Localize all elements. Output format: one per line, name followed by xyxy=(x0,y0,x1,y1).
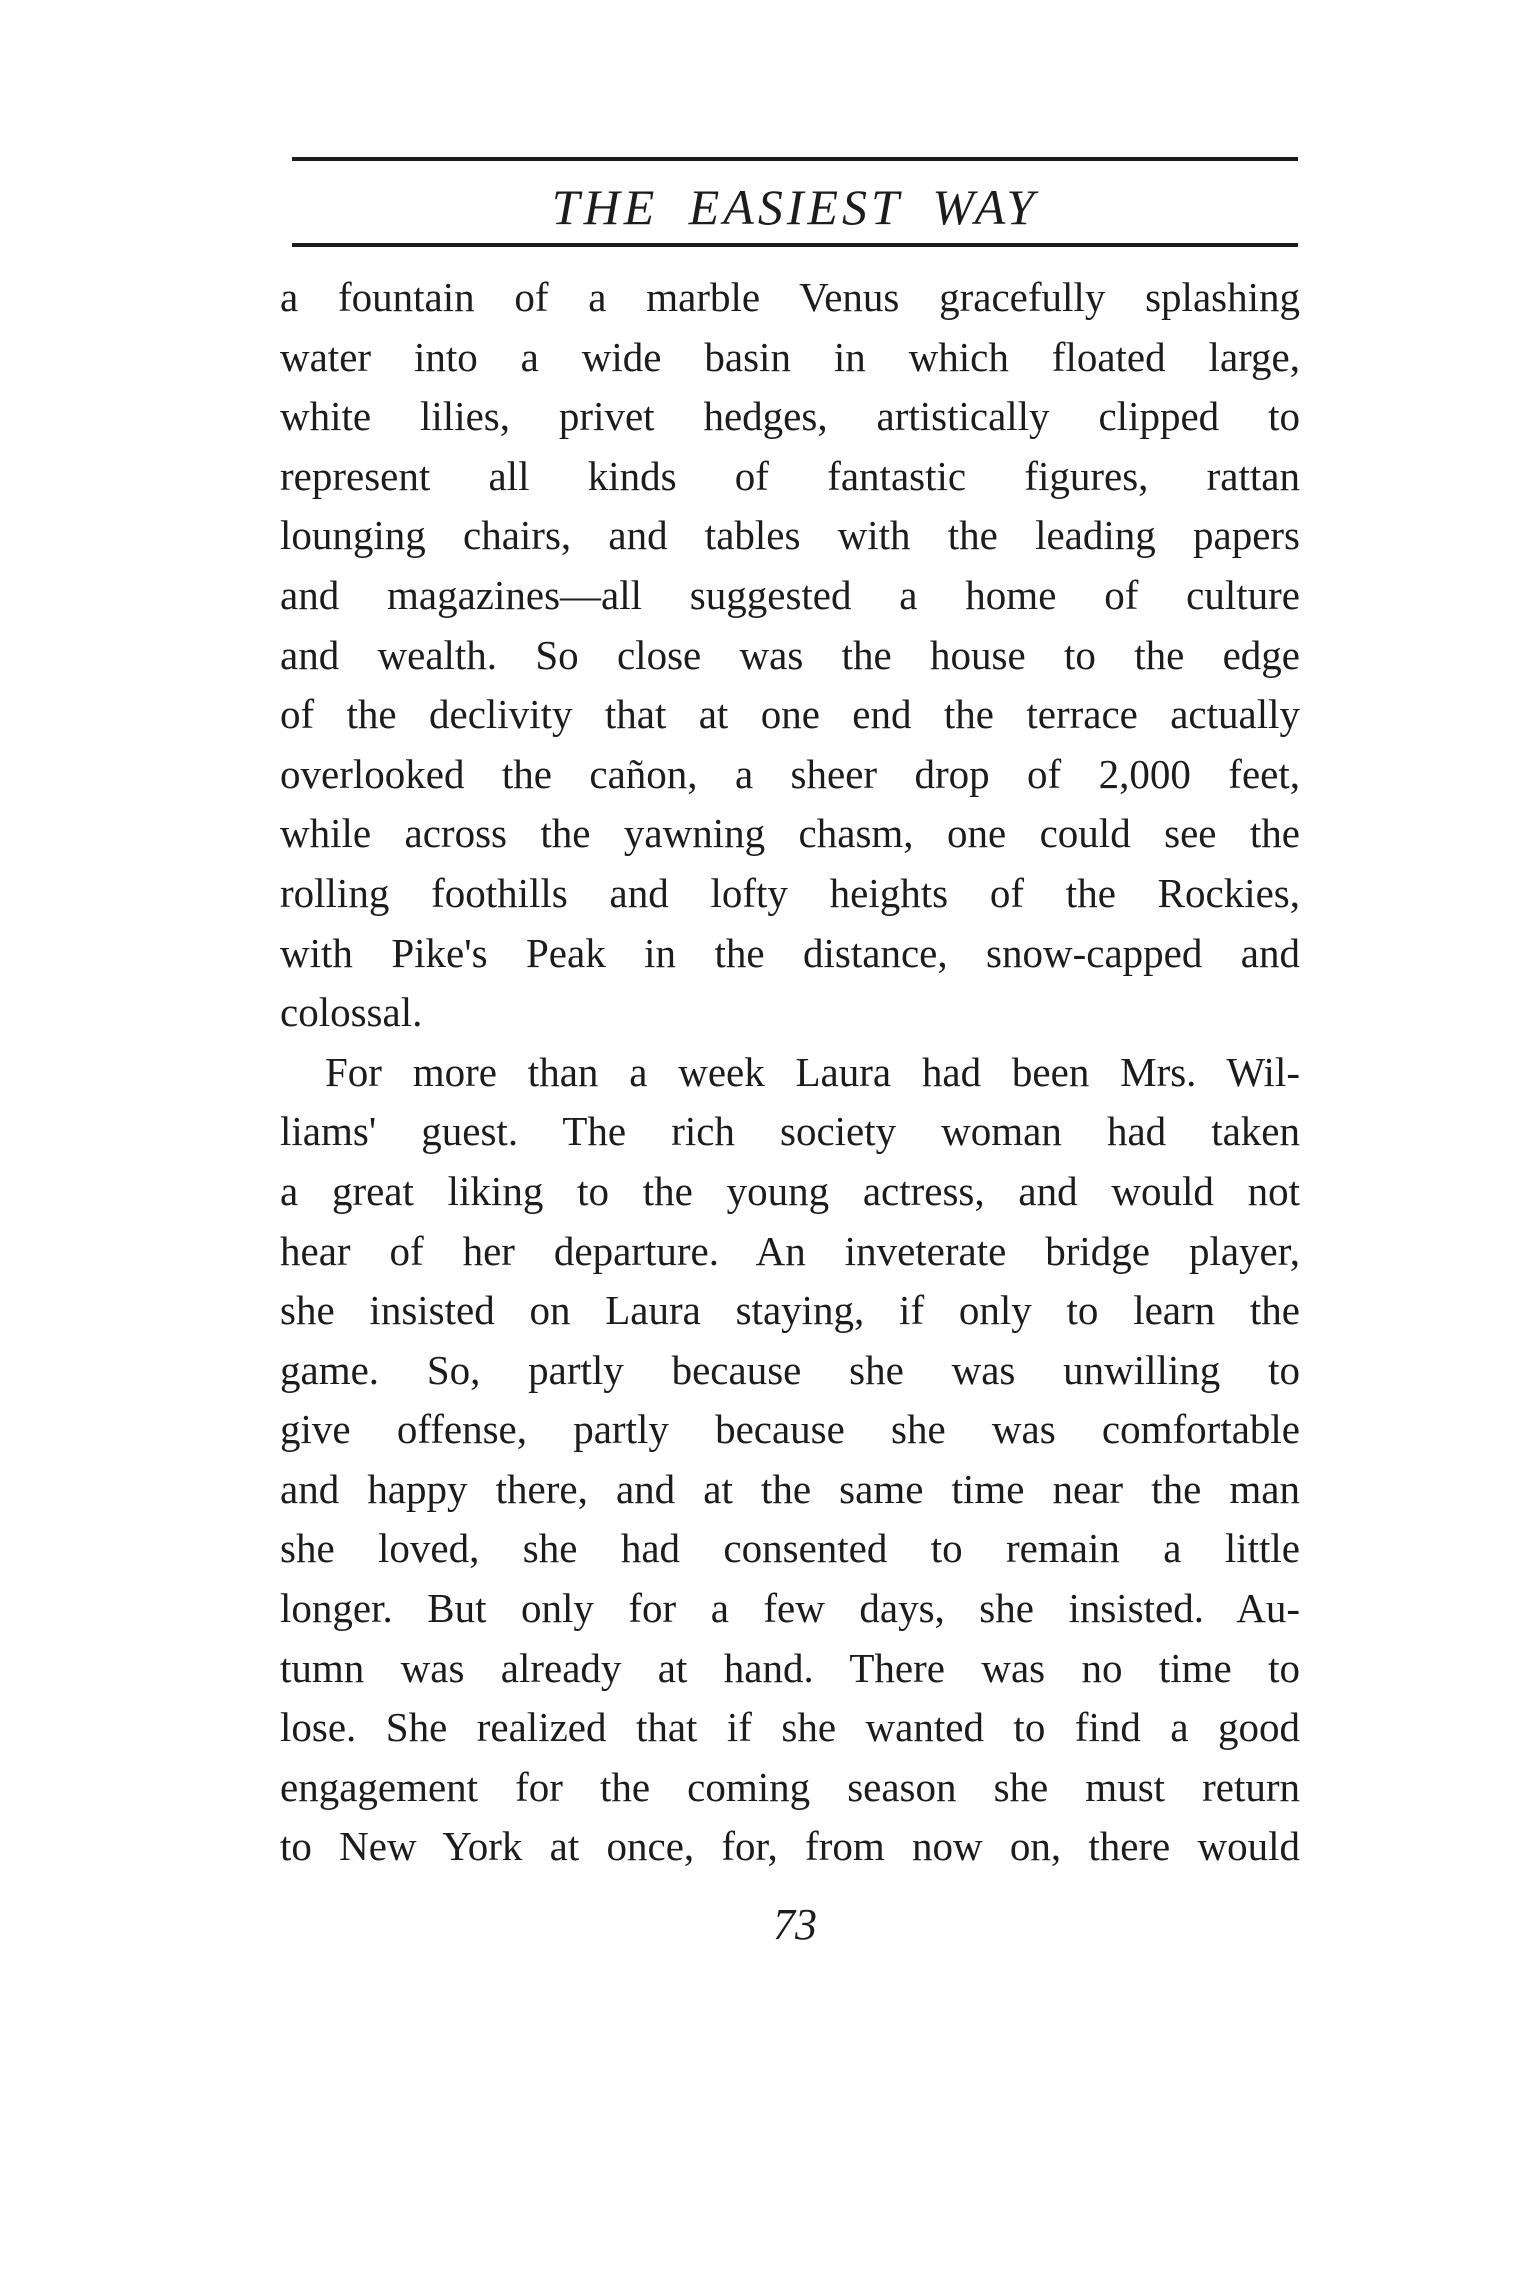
text-line: give offense, partly because she was comfortable xyxy=(280,1406,1300,1453)
text-line: hear of her departure. An inveterate bridge player, xyxy=(280,1227,1300,1274)
text-line: white lilies, privet hedges, artistically clipped to xyxy=(280,393,1300,440)
page-number: 73 xyxy=(773,1900,817,1949)
text-line: For more than a week Laura had been Mrs. Wil- xyxy=(325,1048,1300,1095)
text-line: liams' guest. The rich society woman had taken xyxy=(280,1108,1300,1155)
text-line: longer. But only for a few days, she insisted. Au- xyxy=(280,1585,1300,1632)
text-line: a great liking to the young actress, and would not xyxy=(280,1167,1300,1214)
text-line: engagement for the coming season she must return xyxy=(280,1763,1300,1810)
text-line: and magazines—all suggested a home of culture xyxy=(280,571,1300,618)
text-line: overlooked the cañon, a sheer drop of 2,000 feet, xyxy=(280,750,1300,797)
text-line: colossal. xyxy=(280,989,423,1036)
text-line: of the declivity that at one end the terrace actually xyxy=(280,691,1300,738)
text-line: to New York at once, for, from now on, there would xyxy=(280,1823,1300,1870)
running-head: THE EASIEST WAY xyxy=(551,179,1039,235)
text-line: a fountain of a marble Venus gracefully splashing xyxy=(280,274,1300,320)
text-line: she insisted on Laura staying, if only to learn the xyxy=(280,1287,1300,1334)
text-line: game. So, partly because she was unwilling to xyxy=(280,1346,1300,1393)
text-line: tumn was already at hand. There was no time to xyxy=(280,1644,1300,1691)
text-line: water into a wide basin in which floated large, xyxy=(280,333,1300,380)
header-rule-top xyxy=(292,157,1298,161)
text-line: represent all kinds of fantastic figures, rattan xyxy=(280,452,1300,499)
text-line: lounging chairs, and tables with the leading papers xyxy=(280,512,1300,559)
text-line: with Pike's Peak in the distance, snow-capped and xyxy=(280,929,1300,976)
text-line: she loved, she had consented to remain a little xyxy=(280,1525,1300,1572)
text-line: and wealth. So close was the house to the edge xyxy=(280,631,1300,678)
header-rule-bottom xyxy=(292,243,1298,247)
text-line: while across the yawning chasm, one could see the xyxy=(280,810,1300,857)
text-line: lose. She realized that if she wanted to find a good xyxy=(280,1704,1300,1751)
body-text xyxy=(280,268,1300,1877)
text-line: rolling foothills and lofty heights of the Rockies, xyxy=(280,869,1300,916)
text-line: and happy there, and at the same time near the man xyxy=(280,1465,1300,1512)
